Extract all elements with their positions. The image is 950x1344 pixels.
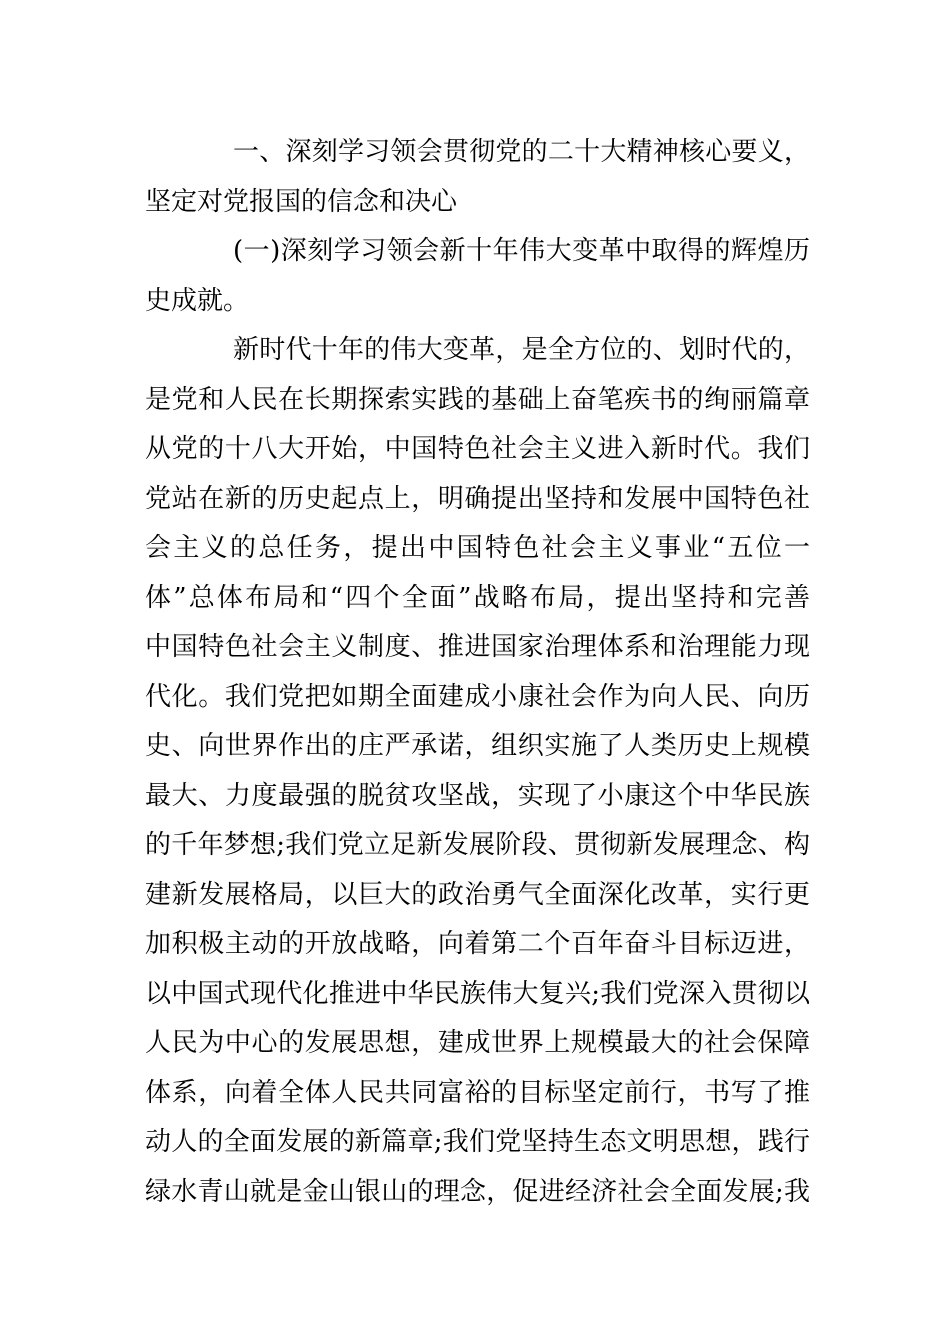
paragraph-line-11: 的千年梦想;我们党立足新发展阶段、贯彻新发展理念、构 — [145, 830, 810, 860]
paragraph-line-18: 绿水青山就是金山银山的理念，促进经济社会全面发展;我 — [145, 1176, 810, 1207]
paragraph-line-16: 体系，向着全体人民共同富裕的目标坚定前行，书写了推 — [145, 1077, 810, 1108]
paragraph-line-15: 人民为中心的发展思想，建成世界上规模最大的社会保障 — [145, 1028, 810, 1058]
paragraph-line-13: 加积极主动的开放战略，向着第二个百年奋斗目标迈进， — [145, 929, 810, 959]
paragraph-line-1: 新时代十年的伟大变革，是全方位的、划时代的， — [233, 335, 810, 365]
subheading-line-2: 史成就。 — [145, 285, 250, 316]
paragraph-line-4: 党站在新的历史起点上，明确提出坚持和发展中国特色社 — [145, 483, 810, 514]
paragraph-line-7: 中国特色社会主义制度、推进国家治理体系和治理能力现 — [145, 632, 810, 662]
paragraph-line-8: 代化。我们党把如期全面建成小康社会作为向人民、向历 — [145, 681, 810, 712]
document-page — [145, 128, 810, 1217]
section-heading-line-2: 坚定对党报国的信念和决心 — [145, 186, 458, 217]
paragraph-line-5: 会主义的总任务，提出中国特色社会主义事业“五位一 — [145, 533, 810, 563]
paragraph-line-6: 体”总体布局和“四个全面”战略布局，提出坚持和完善 — [145, 582, 810, 613]
paragraph-line-10: 最大、力度最强的脱贫攻坚战，实现了小康这个中华民族 — [145, 780, 810, 811]
paragraph-line-12: 建新发展格局，以巨大的政治勇气全面深化改革，实行更 — [145, 879, 810, 910]
paragraph-line-14: 以中国式现代化推进中华民族伟大复兴;我们党深入贯彻以 — [145, 978, 810, 1009]
subheading-line-1: (一)深刻学习领会新十年伟大变革中取得的辉煌历 — [233, 236, 810, 266]
paragraph-line-3: 从党的十八大开始，中国特色社会主义进入新时代。我们 — [145, 434, 810, 464]
paragraph-line-2: 是党和人民在长期探索实践的基础上奋笔疾书的绚丽篇章 — [145, 384, 810, 415]
paragraph-line-17: 动人的全面发展的新篇章;我们党坚持生态文明思想，践行 — [145, 1127, 810, 1157]
paragraph-line-9: 史、向世界作出的庄严承诺，组织实施了人类历史上规模 — [145, 731, 810, 761]
section-heading-line-1: 一、深刻学习领会贯彻党的二十大精神核心要义， — [233, 137, 810, 167]
